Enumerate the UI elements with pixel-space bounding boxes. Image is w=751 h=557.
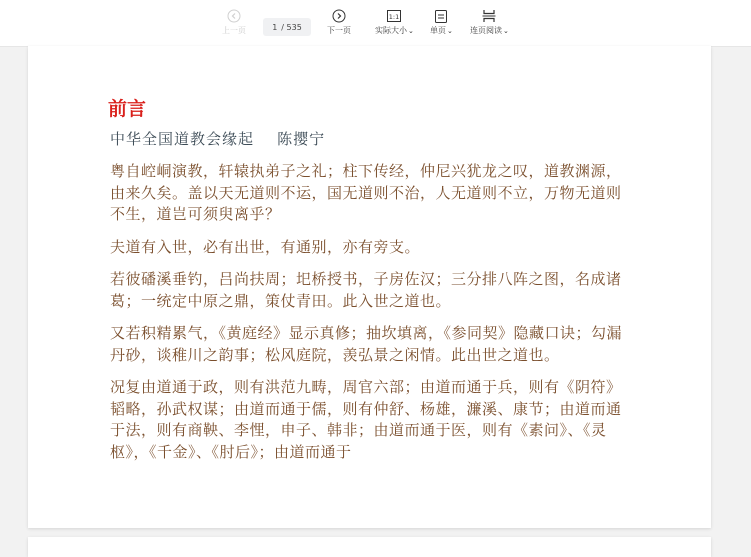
document-page <box>28 46 711 528</box>
actual-size-label: 实际大小 <box>375 26 407 35</box>
continuous-reading-button[interactable] <box>470 8 509 36</box>
svg-text:1:1: 1:1 <box>389 13 400 21</box>
prev-page-label: 上一页 <box>222 26 246 35</box>
continuous-pages-icon <box>482 8 496 24</box>
next-page-icon <box>332 8 346 24</box>
paragraph: 夫道有入世，必有出世，有通别，亦有旁支。 <box>110 237 421 256</box>
actual-size-button[interactable] <box>375 8 414 36</box>
prev-page-icon <box>227 8 241 24</box>
paragraph: 况复由道通于政，则有洪范九畴，周官六部；由道而通于兵，则有《阴符》韬略，孙武权谋；由道而通于儒，则有仲舒、杨雄，濂溪、康节；由道而通于法，则有商鞅、李悝，申子、韩非；由道而通于医，则有《素问》、《灵枢》，《千金》、《肘后》；由道而通于 <box>110 378 622 461</box>
page-number-input[interactable] <box>263 18 311 36</box>
next-document-page <box>28 537 711 557</box>
chevron-down-icon: ⌄ <box>503 27 509 35</box>
actual-size-icon <box>387 8 401 24</box>
single-page-label: 单页 <box>430 26 446 35</box>
section-heading: 前言 <box>108 98 147 120</box>
paragraph: 粤自崆峒演教，轩辕执弟子之礼；柱下传经，仲尼兴犹龙之叹，道教渊源，由来久矣。盖以天无道则不运，国无道则不治，人无道则不立，万物无道则不生，道岂可须臾离乎？ <box>110 162 622 223</box>
paragraph: 又若积精累气，《黄庭经》显示真修；抽坎填离，《参同契》隐藏口诀；勾漏丹砂，谈稚川之韵事；松风庭院，羡弘景之闲情。此出世之道也。 <box>110 324 623 364</box>
next-page-button[interactable] <box>327 8 351 36</box>
prev-page-button[interactable] <box>222 8 246 36</box>
chevron-down-icon: ⌄ <box>447 27 453 35</box>
total-pages: / 535 <box>281 22 302 32</box>
chevron-down-icon: ⌄ <box>408 27 414 35</box>
article-body <box>110 161 630 474</box>
continuous-reading-label: 连页阅读 <box>470 26 502 35</box>
single-page-button[interactable] <box>430 8 453 36</box>
paragraph: 若彼磻溪垂钓，吕尚扶周；圯桥授书，子房佐汉；三分排八阵之图，名成诸葛；一统定中原之鼎，策仗青田。此入世之道也。 <box>110 270 622 310</box>
current-page: 1 <box>272 22 278 32</box>
next-page-label: 下一页 <box>327 26 351 35</box>
reader-toolbar <box>0 0 751 47</box>
single-page-icon <box>435 8 447 24</box>
article-subtitle: 中华全国道教会缘起 陈撄宁 <box>110 130 326 148</box>
